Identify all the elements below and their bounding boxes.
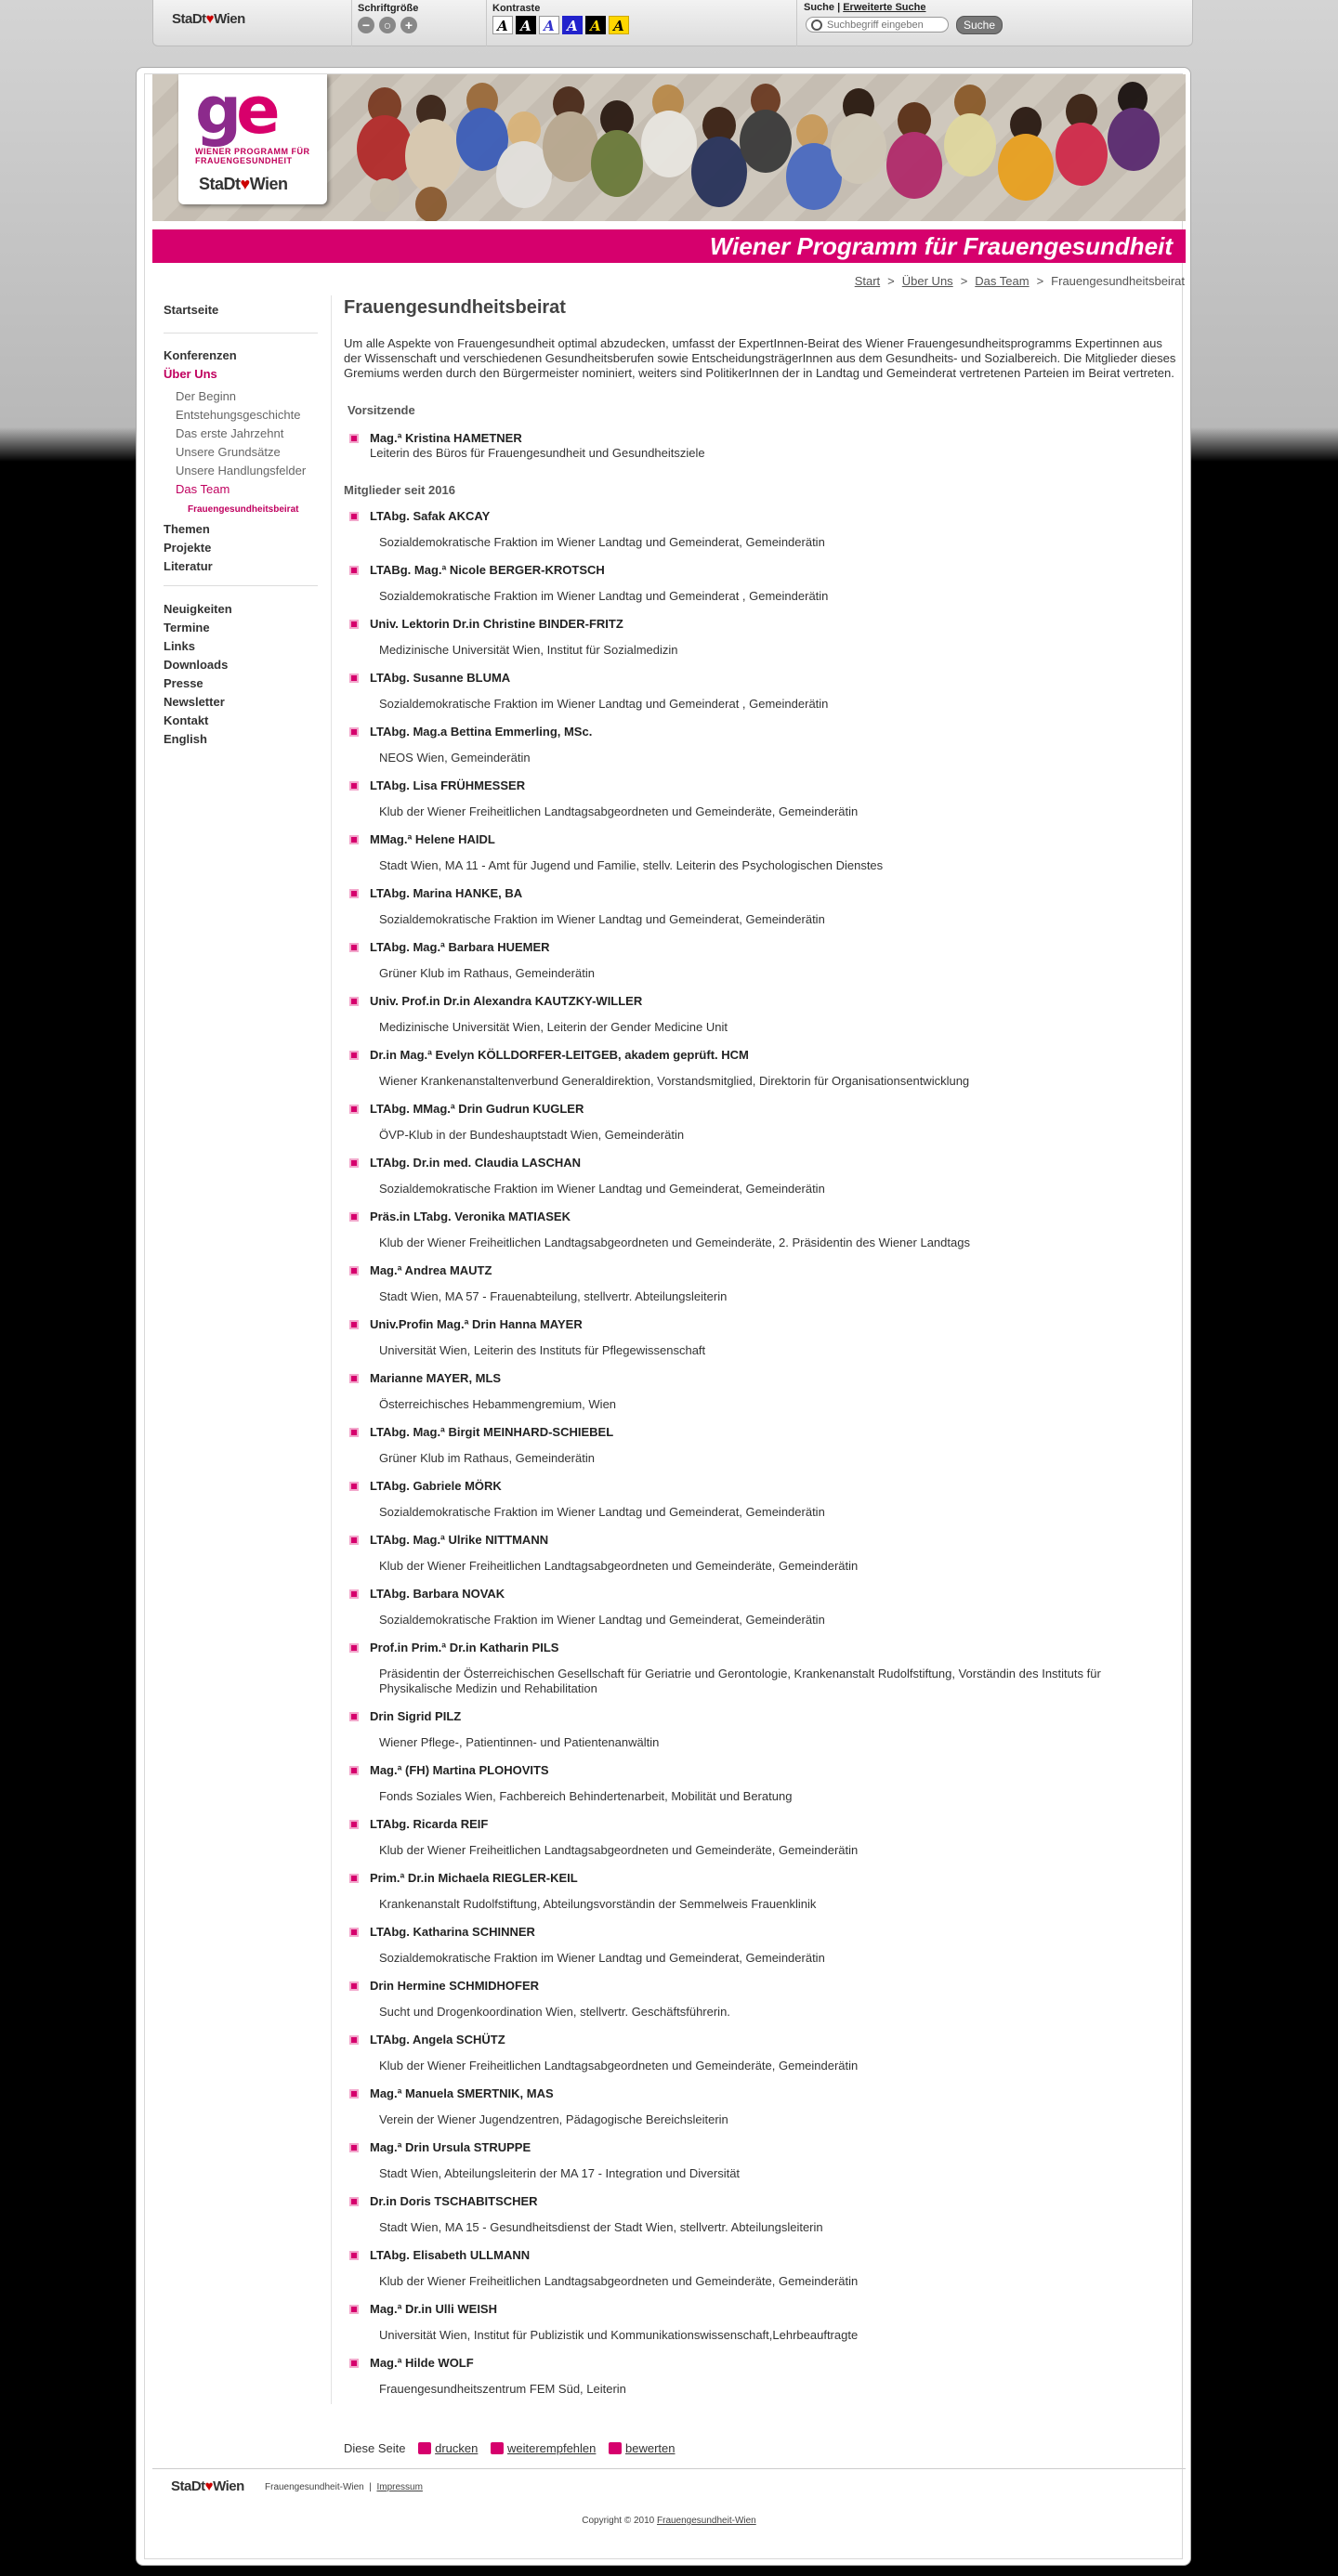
member-desc: Verein der Wiener Jugendzentren, Pädagogische Bereichsleiterin [379,2112,728,2126]
bullet-icon [349,512,359,521]
bullet-icon [349,2089,359,2099]
breadcrumb-start[interactable]: Start [854,274,881,288]
bullet-icon [349,1928,359,1937]
sidebar-item-downloads[interactable]: Downloads [164,658,229,672]
member-name: Mag.ª Hilde WOLF [370,2356,474,2370]
member-name: LTAbg. Susanne BLUMA [370,671,511,685]
bullet-icon [349,1051,359,1060]
bullet-icon [349,727,359,737]
bullet-icon [349,673,359,683]
rate-icon [609,2442,622,2454]
intro-text: Um alle Aspekte von Frauengesundheit optimal abzudecken, umfasst der ExpertInnen-Beirat des Wiener Frauengesundheitsprogramms Expertinnen aus der Wissenschaft und verschiedenen Gesundheitsberufen sowie EntscheidungsträgerInnen aus dem Gesundheits- und Sozialbereich. Die Mitglieder dieses Gremiums werden durch den Bürgermeister nominiert, weiters sind PolitikerInnen der in Landtag und Gemeinderat vertretenen Parteien im Beirat vertreten. [344,336,1176,380]
member-name: Prof.in Prim.ª Dr.in Katharin PILS [370,1641,559,1654]
member-name: LTAbg. MMag.ª Drin Gudrun KUGLER [370,1102,584,1116]
sidebar-item-kontakt[interactable]: Kontakt [164,713,209,727]
chair-heading: Vorsitzende [348,403,415,417]
contrast-blue-white-button[interactable]: A [539,16,559,34]
divider [796,0,797,46]
bullet-icon [349,2359,359,2368]
advanced-search-link[interactable]: Erweiterte Suche [843,2,926,13]
member-desc: Leiterin des Büros für Frauengesundheit und Gesundheitsziele [370,446,705,460]
bullet-icon [349,1712,359,1721]
bullet-icon [349,2143,359,2152]
header-banner [152,74,1186,221]
breadcrumb: Start > Über Uns > Das Team > Frauengesundheitsbeirat [854,274,1185,288]
member-name: Dr.in Mag.ª Evelyn KÖLLDORFER-LEITGEB, akadem geprüft. HCM [370,1048,749,1062]
member-desc: Stadt Wien, Abteilungsleiterin der MA 17 - Integration und Diversität [379,2166,741,2180]
member-desc: Österreichisches Hebammengremium, Wien [379,1397,617,1411]
member-name: LTAbg. Angela SCHÜTZ [370,2033,505,2046]
member-name: LTAbg. Lisa FRÜHMESSER [370,778,526,792]
member-name: LTAbg. Mag.ª Birgit MEINHARD-SCHIEBEL [370,1425,614,1439]
sidebar-item-literatur[interactable]: Literatur [164,559,213,573]
contrast-black-button[interactable]: A [516,16,536,34]
member-desc: Grüner Klub im Rathaus, Gemeinderätin [379,1451,595,1465]
top-bar [152,0,1193,46]
member-name: LTAbg. Elisabeth ULLMANN [370,2248,531,2262]
sidebar-subsub-frauengesundheitsbeirat[interactable]: Frauengesundheitsbeirat [188,504,299,515]
sidebar-item-projekte[interactable]: Projekte [164,541,212,555]
sidebar-item-presse[interactable]: Presse [164,676,203,690]
breadcrumb-das-team[interactable]: Das Team [975,274,1030,288]
member-desc: Klub der Wiener Freiheitlichen Landtagsabgeordneten und Gemeinderäte, Gemeinderätin [379,1843,859,1857]
member-desc: Sozialdemokratische Fraktion im Wiener Landtag und Gemeinderat, Gemeinderätin [379,1613,825,1627]
font-decrease-button[interactable]: − [358,17,374,33]
member-desc: Präsidentin der Österreichischen Gesellschaft für Geriatrie und Gerontologie, Krankenanstalt Rudolfstiftung, Vorständin des Instituts für Physikalische Medizin und Rehabilitation [379,1667,1101,1695]
member-desc: Krankenanstalt Rudolfstiftung, Abteilungsvorständin der Semmelweis Frauenklinik [379,1897,817,1911]
copyright: Copyright © 2010 Frauengesundheit-Wien [582,2516,756,2526]
page-title: Frauengesundheitsbeirat [344,297,566,318]
member-desc: Frauengesundheitszentrum FEM Süd, Leiterin [379,2382,626,2396]
bullet-icon [349,2197,359,2206]
sidebar-divider [331,295,332,2404]
member-name: Mag.ª Andrea MAUTZ [370,1263,492,1277]
member-desc: ÖVP-Klub in der Bundeshauptstadt Wien, Gemeinderätin [379,1128,685,1142]
sidebar-sub-der-beginn[interactable]: Der Beginn [176,389,237,403]
stadt-wien-logo[interactable]: StaDt♥Wien [172,11,245,27]
recommend-icon [491,2442,504,2454]
footer-stadt-wien-logo[interactable]: StaDt♥Wien [171,2478,244,2494]
member-name: Mag.ª Kristina HAMETNER [370,431,522,445]
sidebar-sub-das-erste-jahrzehnt[interactable]: Das erste Jahrzehnt [176,426,284,440]
member-desc: Klub der Wiener Freiheitlichen Landtagsabgeordneten und Gemeinderäte, Gemeinderätin [379,804,859,818]
contrast-white-button[interactable]: A [492,16,513,34]
member-desc: Stadt Wien, MA 11 - Amt für Jugend und Familie, stellv. Leiterin des Psychologischen Dienstes [379,858,884,872]
bullet-icon [349,1482,359,1491]
bullet-icon [349,1589,359,1599]
member-name: Drin Hermine SCHMIDHOFER [370,1979,540,1993]
member-name: LTAbg. Mag.ª Ulrike NITTMANN [370,1533,549,1547]
sidebar-item-neuigkeiten[interactable]: Neuigkeiten [164,602,232,616]
program-logo[interactable]: ge WIENER PROGRAMM FÜR FRAUENGESUNDHEIT StaDt♥Wien [178,74,327,204]
member-desc: Wiener Pflege-, Patientinnen- und Patientenanwältin [379,1735,660,1749]
member-name: LTAbg. Barbara NOVAK [370,1587,505,1601]
member-name: Mag.ª Drin Ursula STRUPPE [370,2140,531,2154]
contrast-blue-button[interactable]: A [562,16,583,34]
member-name: Prim.ª Dr.in Michaela RIEGLER-KEIL [370,1871,578,1885]
divider [351,0,352,46]
fontsize-label: Schriftgröße [358,3,419,14]
bullet-icon [349,1643,359,1653]
member-name: LTAbg. Mag.ª Barbara HUEMER [370,940,550,954]
sidebar-item-konferenzen[interactable]: Konferenzen [164,348,237,362]
member-name: LTAbg. Ricarda REIF [370,1817,489,1831]
bullet-icon [349,1158,359,1168]
member-desc: Grüner Klub im Rathaus, Gemeinderätin [379,966,595,980]
bullet-icon [349,434,359,443]
member-desc: Universität Wien, Institut für Publizistik und Kommunikationswissenschaft,Lehrbeauftragte [379,2328,859,2342]
page-actions [344,2441,675,2455]
font-increase-button[interactable]: + [400,17,417,33]
sidebar-sub-unsere-handlungsfelder[interactable]: Unsere Handlungsfelder [176,464,307,477]
sidebar-item-termine[interactable]: Termine [164,621,210,634]
member-desc: Fonds Soziales Wien, Fachbereich Behindertenarbeit, Mobilität und Beratung [379,1789,793,1803]
bullet-icon [349,889,359,898]
member-name: LTABg. Mag.ª Nicole BERGER-KROTSCH [370,563,605,577]
member-desc: Stadt Wien, MA 57 - Frauenabteilung, stellvertr. Abteilungsleiterin [379,1289,728,1303]
search-links: Suche | Erweiterte Suche [804,2,926,13]
members-heading: Mitglieder seit 2016 [344,483,455,497]
member-desc: Klub der Wiener Freiheitlichen Landtagsabgeordneten und Gemeinderäte, Gemeinderätin [379,2274,859,2288]
member-desc: Sozialdemokratische Fraktion im Wiener Landtag und Gemeinderat, Gemeinderätin [379,1951,825,1965]
member-desc: Klub der Wiener Freiheitlichen Landtagsabgeordneten und Gemeinderäte, Gemeinderätin [379,1559,859,1573]
sidebar-sub-unsere-grundsaetze[interactable]: Unsere Grundsätze [176,445,281,459]
member-desc: Sozialdemokratische Fraktion im Wiener Landtag und Gemeinderat, Gemeinderätin [379,1182,825,1196]
member-desc: NEOS Wien, Gemeinderätin [379,751,531,765]
member-name: Mag.ª (FH) Martina PLOHOVITS [370,1763,549,1777]
bullet-icon [349,1874,359,1883]
member-name: Univ. Prof.in Dr.in Alexandra KAUTZKY-WILLER [370,994,643,1008]
copyright-link[interactable]: Frauengesundheit-Wien [657,2516,756,2526]
member-desc: Medizinische Universität Wien, Leiterin der Gender Medicine Unit [379,1020,728,1034]
bullet-icon [349,2305,359,2314]
bullet-icon [349,1374,359,1383]
bullet-icon [349,943,359,952]
bullet-icon [349,2251,359,2260]
member-name: Univ.Profin Mag.ª Drin Hanna MAYER [370,1317,583,1331]
member-name: Univ. Lektorin Dr.in Christine BINDER-FRITZ [370,617,623,631]
search-input[interactable] [806,17,949,33]
sidebar-item-ueber-uns[interactable]: Über Uns [164,367,217,381]
member-name: Marianne MAYER, MLS [370,1371,502,1385]
member-name: LTAbg. Safak AKCAY [370,509,491,523]
sidebar-sub-das-team[interactable]: Das Team [176,482,230,496]
member-name: Mag.ª Manuela SMERTNIK, MAS [370,2086,554,2100]
page-container [136,67,1191,2566]
member-name: Mag.ª Dr.in Ulli WEISH [370,2302,497,2316]
bullet-icon [349,1212,359,1222]
member-desc: Universität Wien, Leiterin des Instituts für Pflegewissenschaft [379,1343,706,1357]
bullet-icon [349,2035,359,2045]
breadcrumb-ueber-uns[interactable]: Über Uns [901,274,953,288]
bullet-icon [349,566,359,575]
bullet-icon [349,1536,359,1545]
impressum-link[interactable]: Impressum [376,2482,423,2492]
bullet-icon [349,1105,359,1114]
contrast-yellow-black-button[interactable]: A [585,16,606,34]
sidebar-item-newsletter[interactable]: Newsletter [164,695,225,709]
print-link[interactable]: drucken [435,2441,479,2455]
bullet-icon [349,781,359,791]
member-desc: Wiener Krankenanstaltenverbund Generaldirektion, Vorstandsmitglied, Direktorin für Organisationsentwicklung [379,1074,970,1088]
member-desc: Sozialdemokratische Fraktion im Wiener Landtag und Gemeinderat , Gemeinderätin [379,697,829,711]
search-icon [811,20,822,31]
bullet-icon [349,1320,359,1329]
breadcrumb-current: Frauengesundheitsbeirat [1051,274,1185,288]
member-desc: Medizinische Universität Wien, Institut für Sozialmedizin [379,643,678,657]
search-label: Suche [804,2,835,13]
member-name: LTAbg. Marina HANKE, BA [370,886,523,900]
member-name: Drin Sigrid PILZ [370,1709,462,1723]
bullet-icon [349,1428,359,1437]
bullet-icon [349,1766,359,1775]
member-name: LTAbg. Gabriele MÖRK [370,1479,502,1493]
member-desc: Sozialdemokratische Fraktion im Wiener Landtag und Gemeinderat, Gemeinderätin [379,535,825,549]
divider [486,0,487,46]
sidebar-sub-entstehungsgeschichte[interactable]: Entstehungsgeschichte [176,408,301,422]
page-actions-label: Diese Seite [344,2441,406,2455]
font-reset-button[interactable]: ○ [379,17,396,33]
sidebar-item-links[interactable]: Links [164,639,195,653]
member-desc: Sozialdemokratische Fraktion im Wiener Landtag und Gemeinderat, Gemeinderätin [379,912,825,926]
footer-divider [152,2468,1186,2469]
bullet-icon [349,620,359,629]
contrast-yellow-button[interactable]: A [609,16,629,34]
member-name: MMag.ª Helene HAIDL [370,832,495,846]
sidebar-item-themen[interactable]: Themen [164,522,210,536]
sidebar-item-english[interactable]: English [164,732,207,746]
title-bar [152,229,1186,263]
member-name: Präs.in LTabg. Veronika MATIASEK [370,1210,571,1223]
member-desc: Sucht und Drogenkoordination Wien, stellvertr. Geschäftsführerin. [379,2005,730,2019]
contrast-label: Kontraste [492,3,541,14]
footer-links: Frauengesundheit-Wien | Impressum [265,2482,423,2492]
member-desc: Klub der Wiener Freiheitlichen Landtagsabgeordneten und Gemeinderäte, Gemeinderätin [379,2059,859,2073]
bullet-icon [349,835,359,844]
print-icon [418,2442,431,2454]
member-name: LTAbg. Dr.in med. Claudia LASCHAN [370,1156,582,1170]
bullet-icon [349,1981,359,1991]
member-desc: Stadt Wien, MA 15 - Gesundheitsdienst der Stadt Wien, stellvertr. Abteilungsleiterin [379,2220,823,2234]
member-desc: Klub der Wiener Freiheitlichen Landtagsabgeordneten und Gemeinderäte, 2. Präsidentin des Wiener Landtags [379,1236,970,1249]
bullet-icon [349,1266,359,1275]
program-title: Wiener Programm für Frauengesundheit [709,232,1173,260]
member-desc: Sozialdemokratische Fraktion im Wiener Landtag und Gemeinderat, Gemeinderätin [379,1505,825,1519]
footer-site-name: Frauengesundheit-Wien [265,2482,364,2492]
member-name: Dr.in Doris TSCHABITSCHER [370,2194,538,2208]
member-name: LTAbg. Mag.a Bettina Emmerling, MSc. [370,725,593,739]
member-desc: Sozialdemokratische Fraktion im Wiener Landtag und Gemeinderat , Gemeinderätin [379,589,829,603]
sidebar-item-startseite[interactable]: Startseite [164,303,219,317]
member-name: LTAbg. Katharina SCHINNER [370,1925,535,1939]
bullet-icon [349,997,359,1006]
rate-link[interactable]: bewerten [625,2441,676,2455]
recommend-link[interactable]: weiterempfehlen [506,2441,597,2455]
bullet-icon [349,1820,359,1829]
search-button[interactable]: Suche [956,16,1003,34]
